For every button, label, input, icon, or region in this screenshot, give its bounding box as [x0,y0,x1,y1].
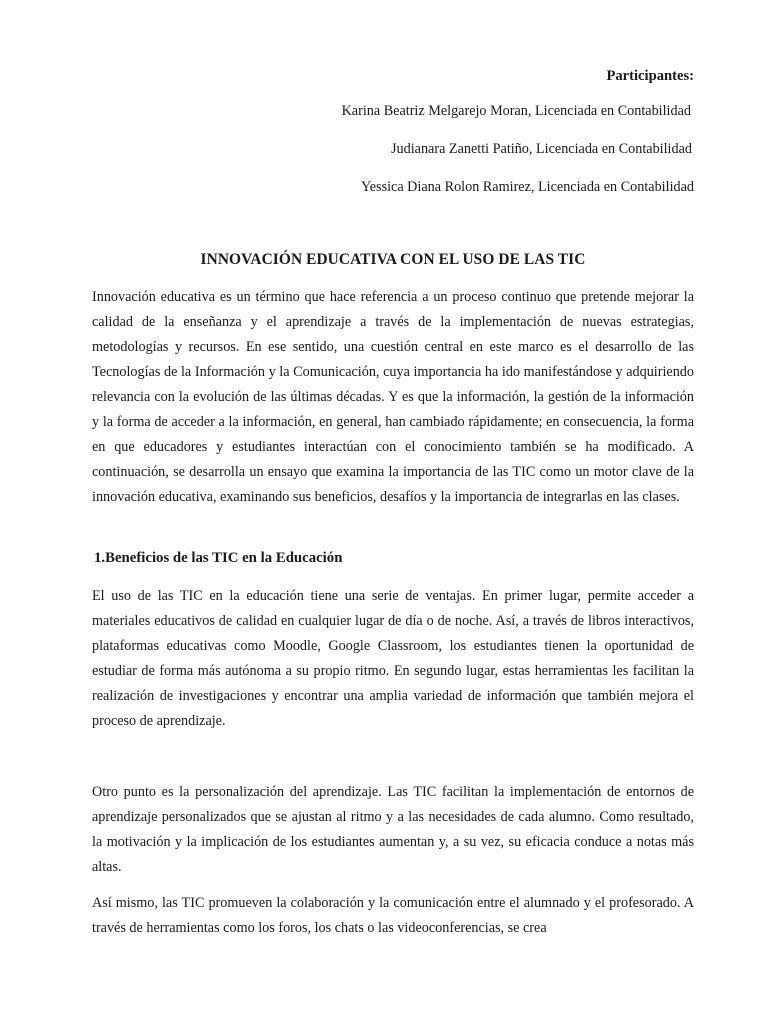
participants-heading: Participantes: [606,68,694,84]
section1-paragraph-2: Otro punto es la personalización del aprendizaje. Las TIC facilitan la implementación de entornos de aprendizaje personalizados que se ajustan al ritmo y a las necesidades de cada alumno. Como resultado, la motivación y la implicación de los estudiantes aumentan y, a su vez, su eficacia conduce a notas más altas. [92,784,694,875]
participant-1: Karina Beatriz Melgarejo Moran, Licenciada en Contabilidad [341,103,691,119]
section-heading-beneficios: 1.Beneficios de las TIC en la Educación [94,550,343,566]
intro-paragraph: Innovación educativa es un término que hace referencia a un proceso continuo que pretende mejorar la calidad de la enseñanza y el aprendizaje a través de la implementación de nuevas estrategias, metodologías y recursos. En ese sentido, una cuestión central en este marco es el desarrollo de las Tecnologías de la Información y la Comunicación, cuya importancia ha ido manifestándose y adquiriendo relevancia con la evolución de las últimas décadas. Y es que la información, la gestión de la información y la forma de acceder a la información, en general, han cambiado rápidamente; en consecuencia, la forma en que educadores y estudiantes interactúan con el conocimiento también se ha modificado. A continuación, se desarrolla un ensayo que examina la importancia de las TIC como un motor clave de la innovación educativa, examinando sus beneficios, desafíos y la importancia de integrarlas en las clases. [92,289,694,505]
section1-paragraph-3: Así mismo, las TIC promueven la colaboración y la comunicación entre el alumnado y el profesorado. A través de herramientas como los foros, los chats o las videoconferencias, se crea [92,895,694,936]
section1-paragraph-1: El uso de las TIC en la educación tiene una serie de ventajas. En primer lugar, permite acceder a materiales educativos de calidad en cualquier lugar de día o de noche. Así, a través de libros interactivos, plataformas educativas como Moodle, Google Classroom, los estudiantes tienen la oportunidad de estudiar de forma más autónoma a su propio ritmo. En segundo lugar, estas herramientas les facilitan la realización de investigaciones y encontrar una amplia variedad de información que también mejora el proceso de aprendizaje. [92,588,694,729]
participants-block [342,68,694,216]
participant-2: Judianara Zanetti Patiño, Licenciada en Contabilidad [391,141,692,157]
document-title: INNOVACIÓN EDUCATIVA CON EL USO DE LAS TIC [200,251,586,268]
participant-3: Yessica Diana Rolon Ramirez, Licenciada en Contabilidad [360,179,694,195]
